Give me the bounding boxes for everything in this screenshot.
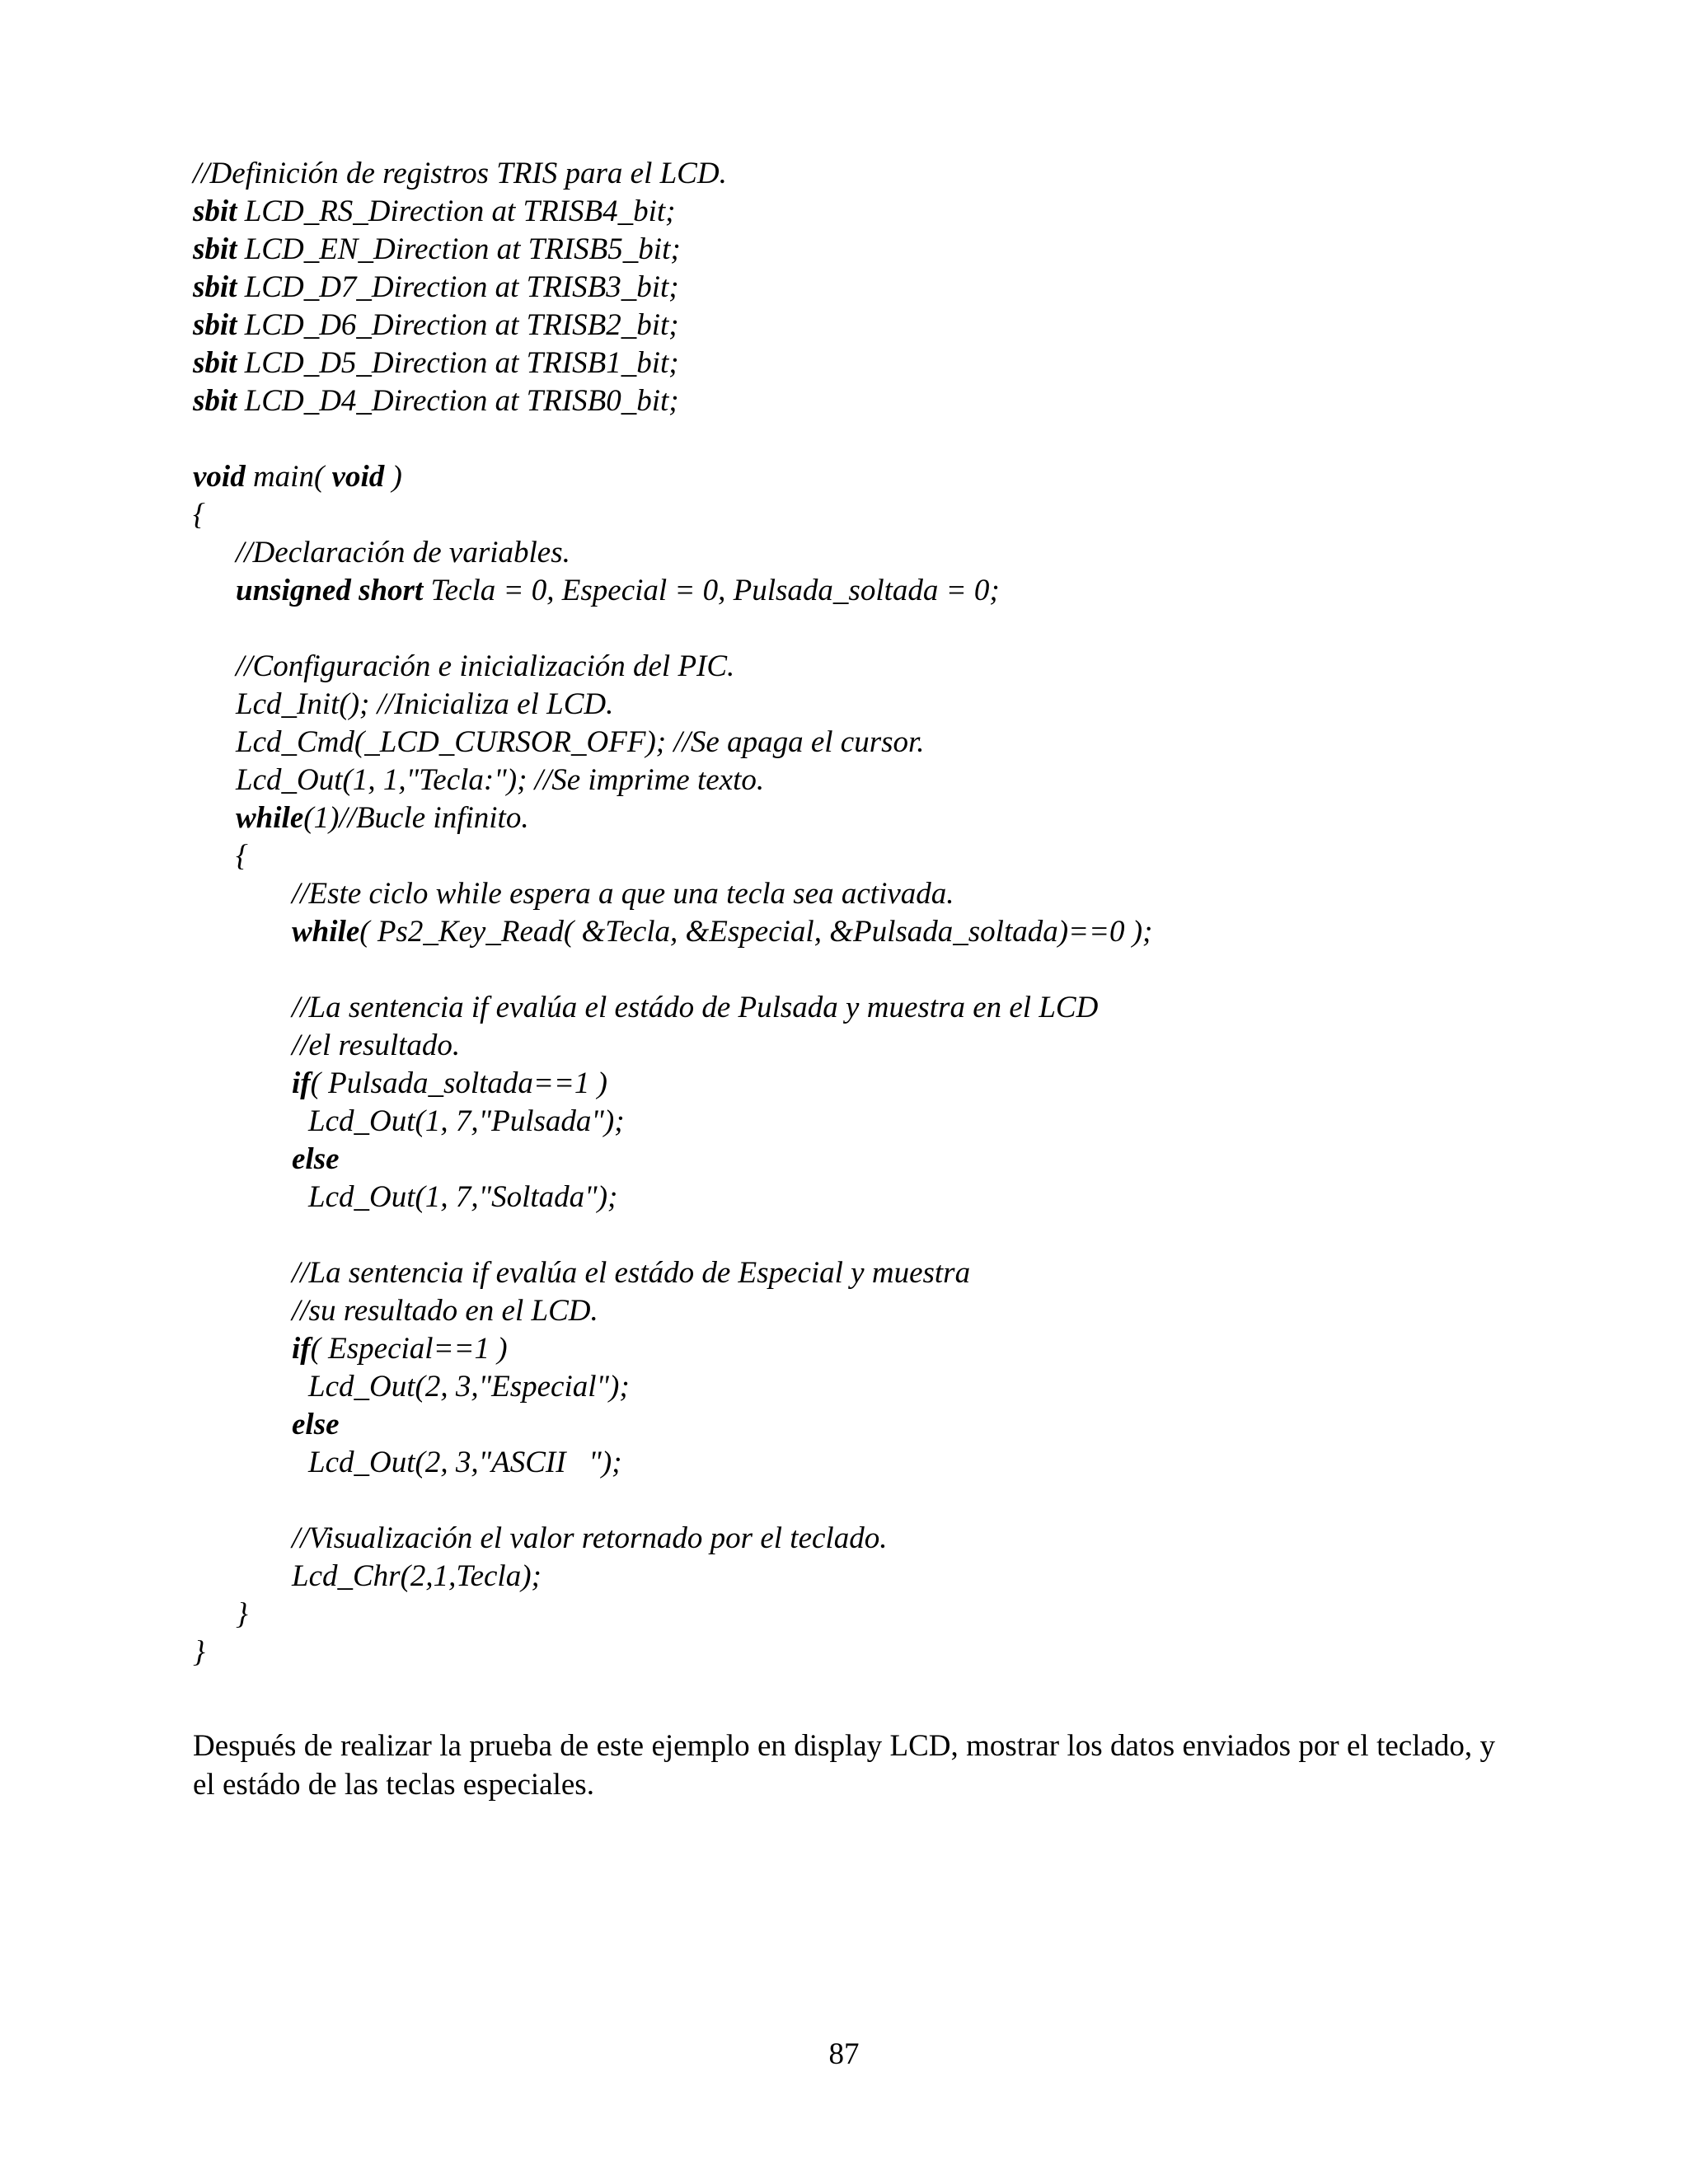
code-line [193,572,1594,610]
code-keyword: unsigned short [236,574,424,607]
code-line [193,1292,1594,1330]
code-line [193,1254,1594,1292]
code-line [193,1596,1594,1633]
code-line [193,307,1594,344]
code-line [193,344,1594,382]
code-line [193,1368,1594,1406]
code-line [193,1141,1594,1179]
code-blank-line [193,610,1594,648]
code-text: Tecla = 0, Especial = 0, Pulsada_soltada = 0; [423,574,1000,607]
code-text: } [236,1597,248,1631]
code-line [193,989,1594,1027]
code-keyword: sbit [193,308,237,342]
code-line [193,648,1594,686]
code-line [193,269,1594,307]
code-line [193,155,1594,193]
code-keyword: sbit [193,384,237,418]
code-text: ) [384,460,402,494]
code-text: //el resultado. [292,1029,461,1062]
code-text: ( Ps2_Key_Read( &Tecla, &Especial, &Pulsada_soltada)==0 ); [359,915,1153,949]
code-blank-line [193,1216,1594,1254]
code-line [193,1103,1594,1141]
code-text: } [193,1635,205,1669]
code-keyword: while [236,801,304,835]
code-text: LCD_RS_Direction at TRISB4_bit; [237,194,676,228]
code-keyword: else [292,1408,340,1441]
code-blank-line [193,420,1594,458]
code-blank-line [193,1482,1594,1520]
code-line [193,724,1594,762]
code-text: { [193,498,205,532]
code-text: //Declaración de variables. [236,536,570,569]
code-line [193,799,1594,837]
code-text: //La sentencia if evalúa el estádo de Especial y muestra [292,1256,971,1290]
page-number: 87 [828,2037,860,2071]
code-line [193,913,1594,951]
code-line [193,837,1594,875]
code-text: //Configuración e inicialización del PIC. [236,649,735,683]
code-text: Lcd_Chr(2,1,Tecla); [292,1559,542,1593]
code-line [193,458,1594,496]
code-line [193,1065,1594,1103]
code-line [193,1179,1594,1216]
code-text: Lcd_Out(1, 7,"Soltada"); [308,1180,618,1214]
code-line [193,1558,1594,1596]
code-keyword: sbit [193,270,237,304]
code-line [193,1027,1594,1065]
code-text: Lcd_Cmd(_LCD_CURSOR_OFF); //Se apaga el cursor. [236,725,925,759]
code-text: Lcd_Init(); //Inicializa el LCD. [236,687,614,721]
code-line [193,231,1594,269]
code-text: LCD_D4_Direction at TRISB0_bit; [237,384,679,418]
code-text: ( Pulsada_soltada==1 ) [310,1066,607,1100]
code-line [193,193,1594,231]
code-keyword: sbit [193,194,237,228]
code-keyword: if [292,1332,311,1366]
code-text: //Definición de registros TRIS para el LCD. [193,157,727,190]
code-text: main( [245,460,332,494]
code-text: { [236,839,248,873]
code-line [193,686,1594,724]
code-line [193,1520,1594,1558]
code-keyword: void [193,460,246,494]
code-line [193,1330,1594,1368]
code-blank-line [193,951,1594,989]
code-text: LCD_EN_Direction at TRISB5_bit; [237,232,681,266]
code-keyword: else [292,1142,340,1176]
code-text: //Visualización el valor retornado por el teclado. [292,1521,888,1555]
code-text: ( Especial==1 ) [310,1332,508,1366]
code-keyword: while [292,915,360,949]
code-text: LCD_D5_Direction at TRISB1_bit; [237,346,679,380]
code-line [193,1633,1594,1671]
code-listing [193,155,1594,1671]
code-text: Lcd_Out(1, 7,"Pulsada"); [308,1104,625,1138]
code-text: (1)//Bucle infinito. [303,801,529,835]
code-line [193,875,1594,913]
code-text: //su resultado en el LCD. [292,1294,598,1328]
code-line [193,1406,1594,1444]
code-keyword: sbit [193,346,237,380]
code-text: Lcd_Out(1, 1,"Tecla:"); //Se imprime texto. [236,763,765,797]
code-text: Lcd_Out(2, 3,"ASCII "); [308,1446,622,1479]
code-line [193,496,1594,534]
code-line [193,762,1594,799]
code-text: //La sentencia if evalúa el estádo de Pulsada y muestra en el LCD [292,991,1099,1024]
code-text: Lcd_Out(2, 3,"Especial"); [308,1370,630,1404]
code-line [193,382,1594,420]
code-line [193,1444,1594,1482]
code-line [193,534,1594,572]
body-paragraph: Después de realizar la prueba de este ejemplo en display LCD, mostrar los datos enviados por el teclado, y el estádo de las teclas especiales. [193,1729,1495,1802]
code-keyword: void [331,460,385,494]
code-keyword: sbit [193,232,237,266]
code-keyword: if [292,1066,311,1100]
code-text: //Este ciclo while espera a que una tecla sea activada. [292,877,954,911]
code-text: LCD_D6_Direction at TRISB2_bit; [237,308,679,342]
code-text: LCD_D7_Direction at TRISB3_bit; [237,270,679,304]
